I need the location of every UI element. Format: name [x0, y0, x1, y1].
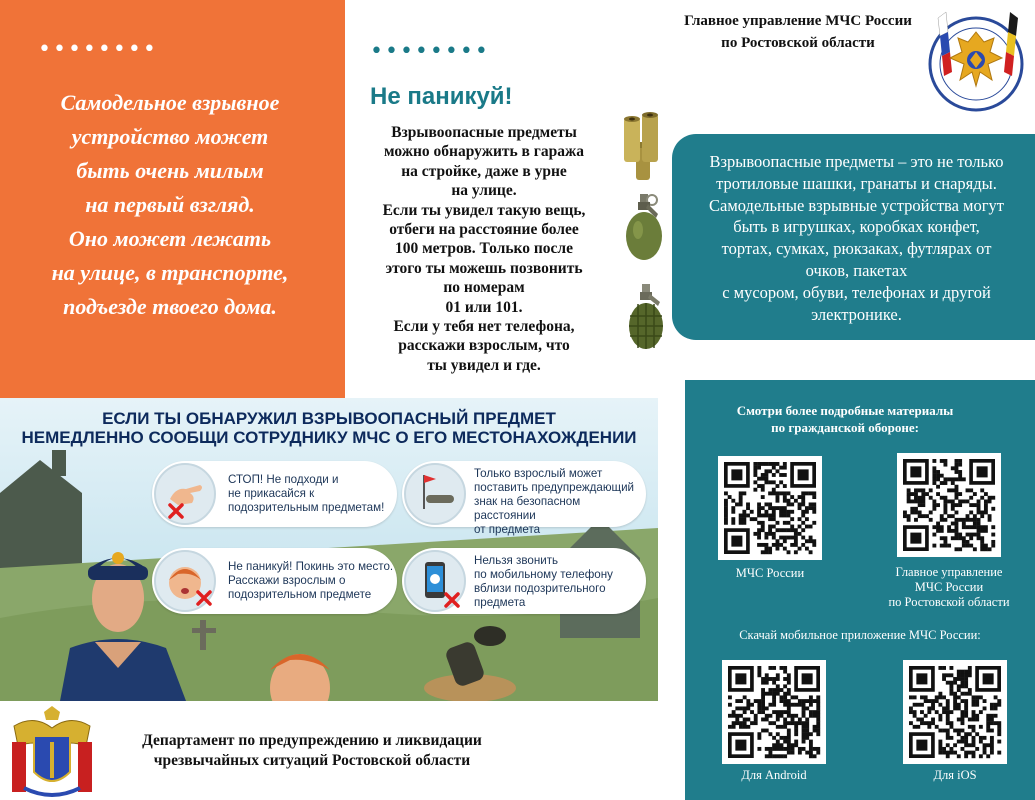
middle-line: 01 или 101.: [445, 298, 523, 316]
middle-line: Если ты увидел такую вещь,: [382, 201, 586, 219]
red-x-icon: [444, 592, 460, 608]
orange-line: быть очень милым: [76, 158, 264, 183]
info-bubble: [672, 134, 1035, 340]
card-line: Не паникуй! Покинь это место.: [228, 560, 394, 573]
safety-card-warning-sign: [402, 461, 646, 536]
qr-code-icon: [903, 660, 1007, 764]
middle-line: ты увидел и где.: [427, 356, 541, 374]
card-line: от предмета: [474, 523, 541, 536]
red-x-icon: [168, 503, 184, 519]
card-line: не прикасайся к: [228, 487, 315, 500]
middle-line: отбеги на расстояние более: [389, 221, 579, 239]
org-header-line: Главное управление МЧС России: [684, 13, 912, 29]
info-line: очков, пакетах: [805, 260, 908, 280]
middle-line: на улице.: [451, 182, 517, 200]
qr-label-android: Для Android: [741, 768, 807, 782]
card-line: подозрительном предмете: [228, 588, 372, 601]
card-line: Расскажи взрослым о: [228, 574, 346, 587]
orange-panel-text: [14, 86, 326, 324]
rostov-coat-of-arms-icon: [4, 706, 100, 798]
app-download-heading: Скачай мобильное приложение МЧС России:: [739, 628, 981, 642]
card-line: по мобильному телефону: [474, 568, 613, 581]
qr-heading-line: по гражданской обороне:: [771, 420, 919, 435]
qr-label-mchs: МЧС России: [735, 566, 805, 580]
grenade-icon: [622, 192, 666, 264]
org-header-line: по Ростовской области: [721, 35, 875, 51]
info-line: электронике.: [811, 304, 902, 324]
orange-line: Самодельное взрывное: [60, 90, 280, 115]
qr-code-icon: [718, 456, 822, 560]
safety-card-stop: [152, 461, 397, 527]
info-line: быть в игрушках, коробках конфет,: [733, 217, 980, 237]
card-line: Нельзя звонить: [474, 554, 559, 567]
orange-line: устройство может: [71, 124, 269, 149]
card-line: поставить предупреждающий: [474, 481, 635, 494]
info-line: Самодельные взрывные устройства могут: [709, 195, 1004, 215]
qr-label-ios: Для iOS: [933, 768, 977, 782]
orange-panel: [0, 0, 345, 398]
infographic-title-line: НЕМЕДЛЕННО СООБЩИ СОТРУДНИКУ МЧС О ЕГО МЕСТОНАХОЖДЕНИИ: [21, 428, 637, 447]
department-line: Департамент по предупреждению и ликвидации: [142, 732, 482, 749]
infographic-title: [0, 409, 658, 447]
qr-heading: [685, 402, 1005, 436]
card-line: предмета: [474, 596, 526, 609]
middle-instructions: [366, 123, 602, 375]
info-line: тортах, сумках, рюкзаках, футлярах от: [721, 239, 992, 259]
mchs-emblem-icon: [918, 2, 1030, 118]
qr-code-icon: [722, 660, 826, 764]
qr-label-line: МЧС России: [914, 580, 984, 594]
middle-line: 100 метров. Только после: [394, 240, 574, 258]
orange-line: подъезде твоего дома.: [63, 294, 277, 319]
qr-label-line: Главное управление: [895, 565, 1003, 579]
org-header: [662, 10, 934, 54]
qr-code-icon: [897, 453, 1001, 557]
qr-label-regional: [865, 565, 1033, 610]
department-text: [112, 731, 512, 771]
middle-line: расскажи взрослым, что: [398, 337, 570, 355]
qr-label-line: по Ростовской области: [888, 595, 1010, 609]
tnt-block-icon: [622, 112, 668, 184]
card-line: знак на безопасном расстоянии: [474, 495, 581, 522]
info-line: с мусором, обуви, телефонах и другой: [722, 282, 991, 302]
orange-line: Оно может лежать: [68, 226, 272, 251]
middle-line: на стройке, даже в урне: [401, 162, 567, 180]
card-line: подозрительным предметам!: [228, 501, 385, 514]
qr-heading-line: Смотри более подробные материалы: [736, 403, 954, 418]
red-x-icon: [196, 590, 212, 606]
qr-panel: [685, 380, 1035, 800]
safety-card-no-panic: [152, 548, 397, 614]
middle-line: Взрывоопасные предметы: [391, 124, 577, 141]
middle-line: можно обнаружить в гаража: [384, 143, 584, 161]
safety-infographic: [0, 398, 658, 701]
orange-line: на первый взгляд.: [85, 192, 255, 217]
safety-card-no-phone: [402, 548, 646, 614]
card-line: вблизи подозрительного: [474, 582, 606, 595]
middle-line: Если у тебя нет телефона,: [393, 318, 575, 336]
middle-line: этого ты можешь позвонить: [385, 259, 583, 277]
qr-code-ios[interactable]: [903, 660, 1007, 764]
qr-code-regional[interactable]: [897, 453, 1001, 557]
teal-dots: ••••••••: [370, 39, 490, 64]
department-line: чрезвычайных ситуаций Ростовской области: [153, 752, 471, 769]
card-line: СТОП! Не подходи и: [228, 473, 339, 486]
info-line: Взрывоопасные предметы – это не только: [709, 152, 1004, 171]
orange-dots: ••••••••: [38, 37, 158, 62]
no-panic-title: Не паникуй!: [370, 83, 513, 110]
frag-grenade-icon: [626, 282, 668, 352]
infographic-title-line: ЕСЛИ ТЫ ОБНАРУЖИЛ ВЗРЫВООПАСНЫЙ ПРЕДМЕТ: [102, 409, 556, 428]
orange-line: на улице, в транспорте,: [51, 260, 289, 285]
middle-line: по номерам: [443, 279, 525, 297]
hand-icon: [154, 463, 216, 525]
info-line: тротиловые шашки, гранаты и снаряды.: [716, 173, 997, 193]
card-line: Только взрослый может: [474, 467, 603, 480]
qr-code-mchs[interactable]: [718, 456, 822, 560]
qr-code-android[interactable]: [722, 660, 826, 764]
shell-flag-icon: [404, 463, 466, 525]
